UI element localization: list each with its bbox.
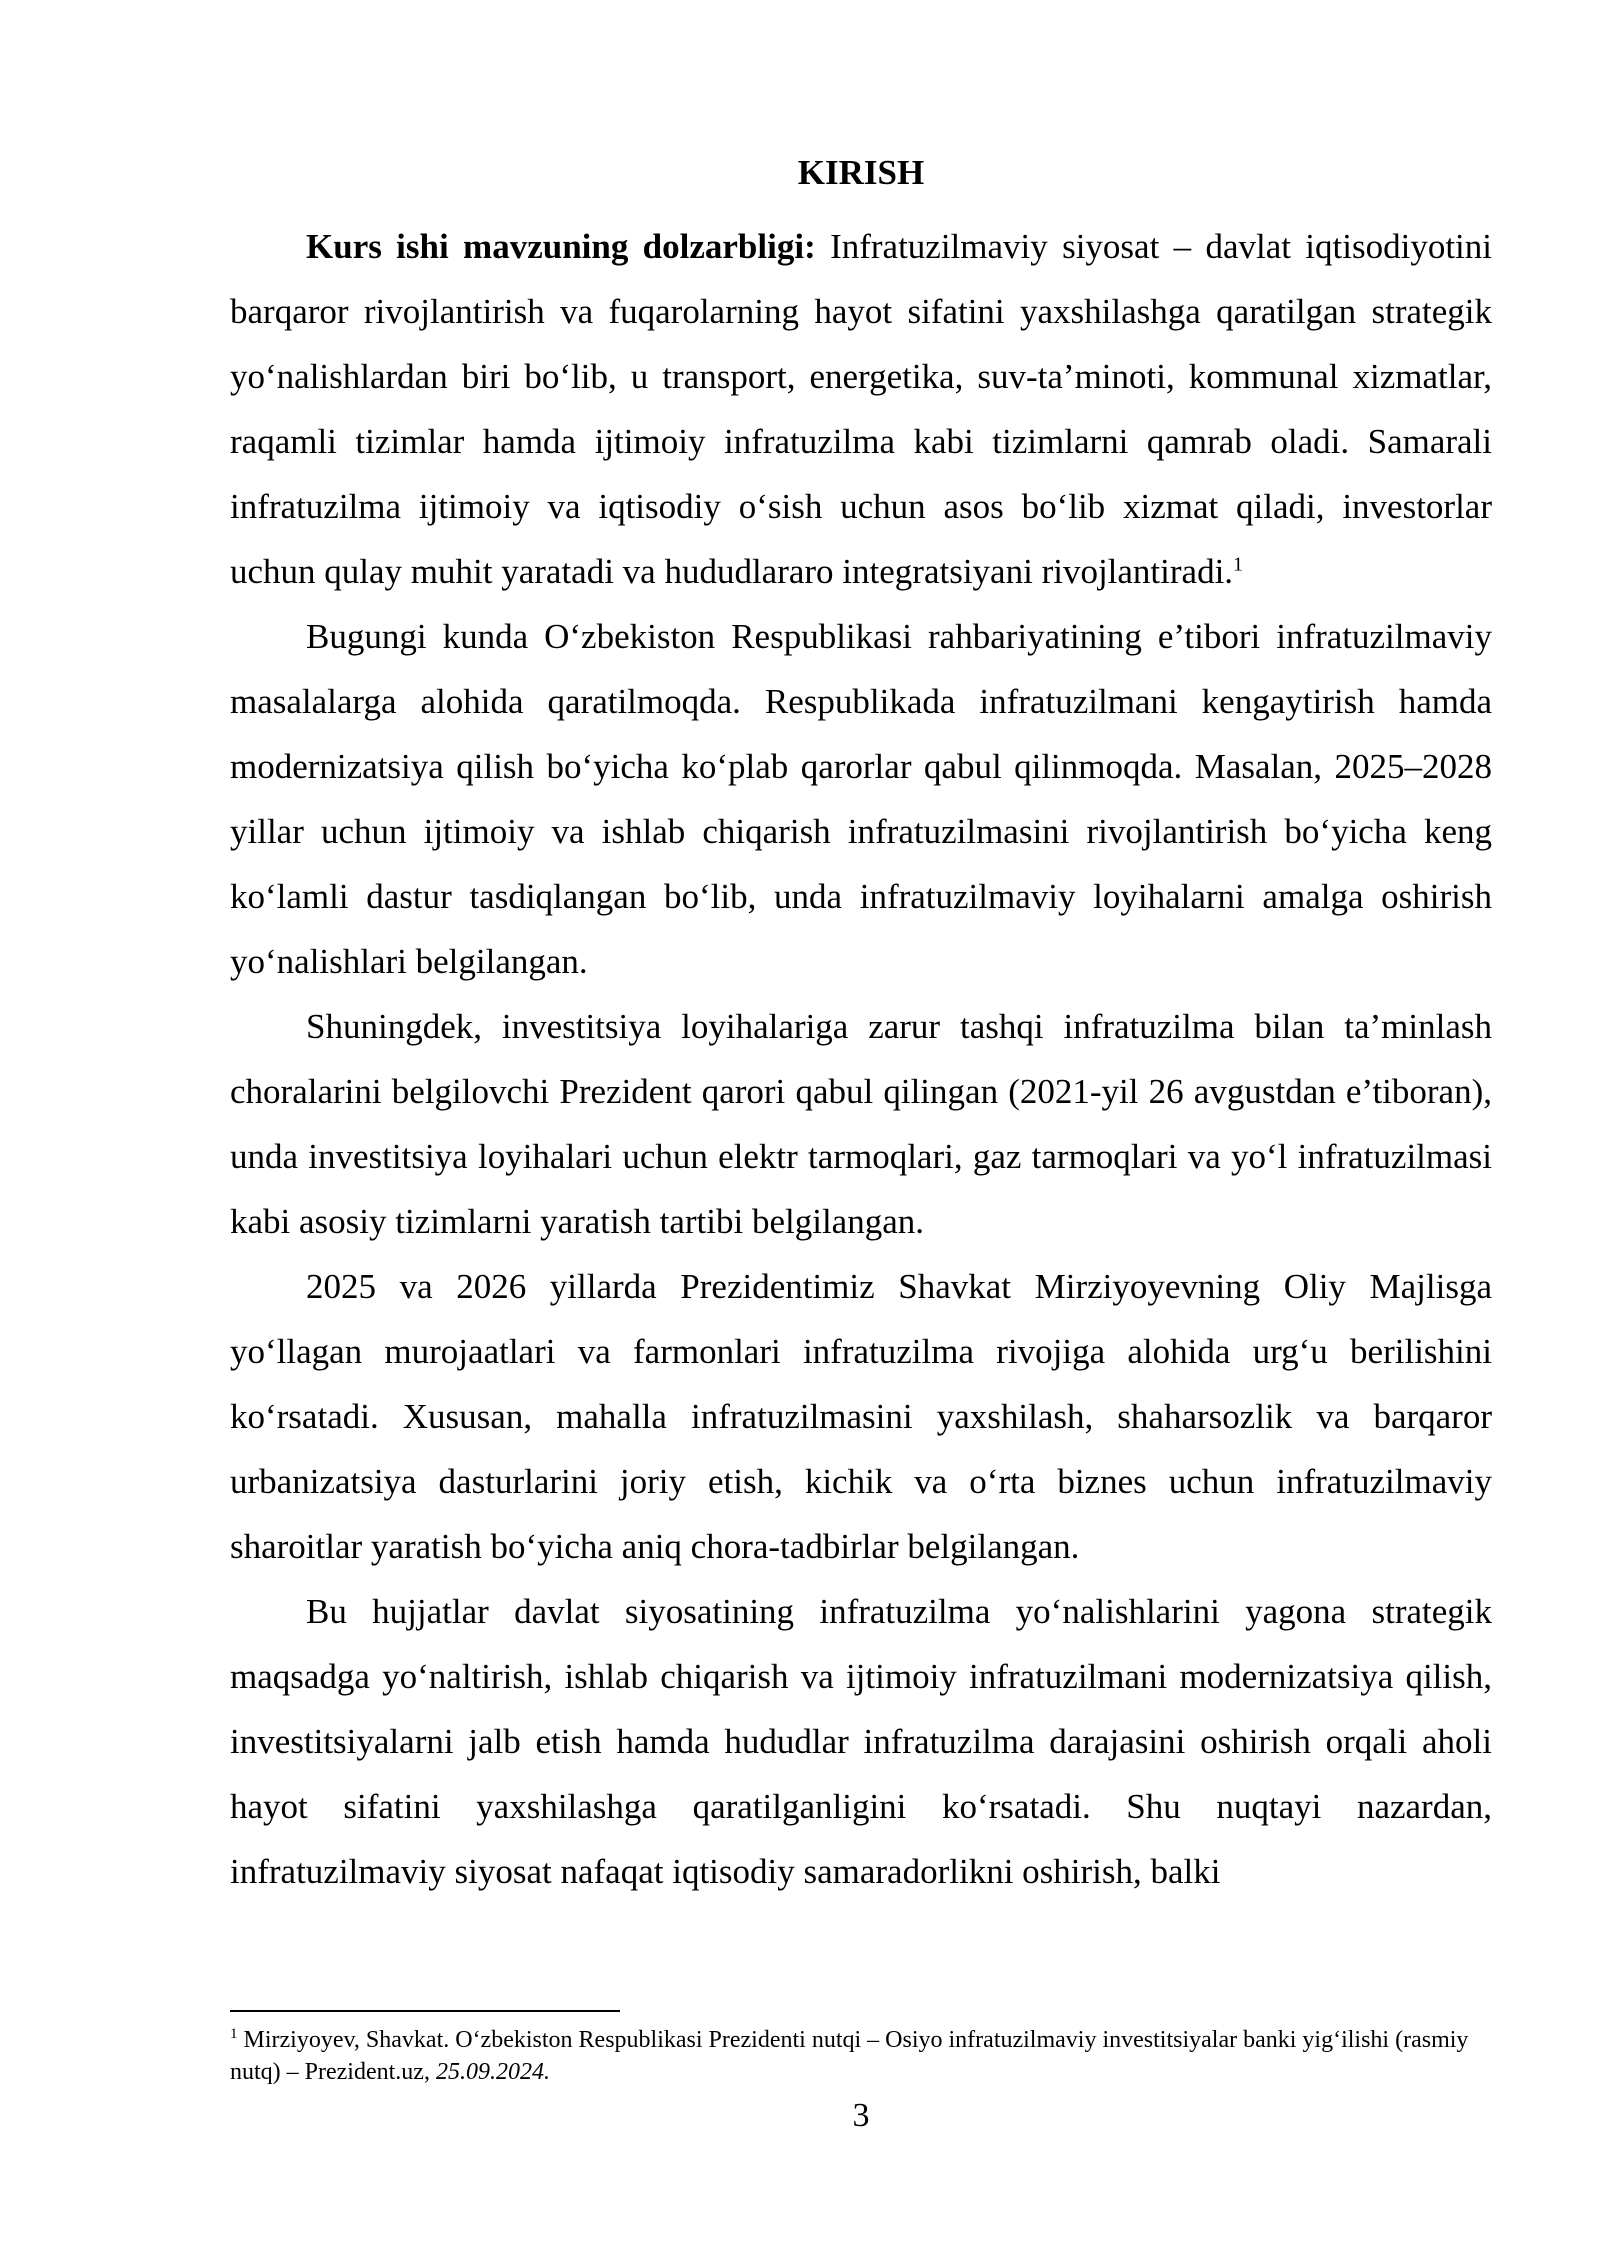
- footnote: [230, 2024, 1492, 2088]
- paragraph-text: Infratuzilmaviy siyosat – davlat iqtisodiyotini barqaror rivojlantirish va fuqarolarning hayot sifatini yaxshilashga qaratilgan strategik yo‘nalishlardan biri bo‘lib, u transport, energetika, suv-ta’minoti, kommunal xizmatlar, raqamli tizimlar hamda ijtimoiy infratuzilma kabi tizimlarni qamrab oladi. Samarali infratuzilma ijtimoiy va iqtisodiy o‘sish uchun asos bo‘lib xizmat qiladi, investorlar uchun qulay muhit yaratadi va hududlararo integratsiyani rivojlantiradi.: [230, 227, 1492, 591]
- footnote-date: 25.09.2024.: [435, 2059, 550, 2085]
- footnote-separator: [230, 2010, 620, 2012]
- paragraph: Bugungi kunda O‘zbekiston Respublikasi rahbariyatining e’tibori infratuzilmaviy masalalarga alohida qaratilmoqda. Respublikada infratuzilmani kengaytirish hamda modernizatsiya qilish bo‘yicha ko‘plab qarorlar qabul qilinmoqda. Masalan, 2025–2028 yillar uchun ijtimoiy va ishlab chiqarish infratuzilmasini rivojlantirish bo‘yicha keng ko‘lamli dastur tasdiqlangan bo‘lib, unda infratuzilmaviy loyihalarni amalga oshirish yo‘nalishlari belgilangan.: [230, 617, 1492, 981]
- footnote-reference[interactable]: 1: [1233, 553, 1244, 576]
- page-number: 3: [852, 2097, 870, 2134]
- footnote-number: 1: [230, 2026, 238, 2042]
- paragraph: Shuningdek, investitsiya loyihalariga zarur tashqi infratuzilma bilan ta’minlash choralarini belgilovchi Prezident qarori qabul qilingan (2021-yil 26 avgustdan e’tiboran), unda investitsiya loyihalari uchun elektr tarmoqlari, gaz tarmoqlari va yo‘l infratuzilmasi kabi asosiy tizimlarni yaratish tartibi belgilangan.: [230, 1007, 1492, 1241]
- footnote-text: Mirziyoyev, Shavkat. O‘zbekiston Respublikasi Prezidenti nutqi – Osiyo infratuzilmaviy investitsiyalar banki yig‘ilishi (rasmiy nutq) – Prezident.uz,: [230, 2027, 1469, 2085]
- paragraph-relevance: [230, 214, 1492, 604]
- paragraph: 2025 va 2026 yillarda Prezidentimiz Shavkat Mirziyoyevning Oliy Majlisga yo‘llagan murojaatlari va farmonlari infratuzilma rivojiga alohida urg‘u berilishini ko‘rsatadi. Xususan, mahalla infratuzilmasini yaxshilash, shaharsozlik va barqaror urbanizatsiya dasturlarini joriy etish, kichik va o‘rta biznes uchun infratuzilmaviy sharoitlar yaratish bo‘yicha aniq chora-tadbirlar belgilangan.: [230, 1267, 1492, 1566]
- paragraph-lead: Kurs ishi mavzuning dolzarbligi:: [306, 227, 816, 266]
- section-heading: KIRISH: [797, 153, 925, 192]
- paragraph: Bu hujjatlar davlat siyosatining infratuzilma yo‘nalishlarini yagona strategik maqsadga yo‘naltirish, ishlab chiqarish va ijtimoiy infratuzilmani modernizatsiya qilish, investitsiyalarni jalb etish hamda hududlar infratuzilma darajasini oshirish orqali aholi hayot sifatini yaxshilashga qaratilganligini ko‘rsatadi. Shu nuqtayi nazardan, infratuzilmaviy siyosat nafaqat iqtisodiy samaradorlikni oshirish, balki: [230, 1592, 1492, 1891]
- document-body: [230, 150, 1492, 1904]
